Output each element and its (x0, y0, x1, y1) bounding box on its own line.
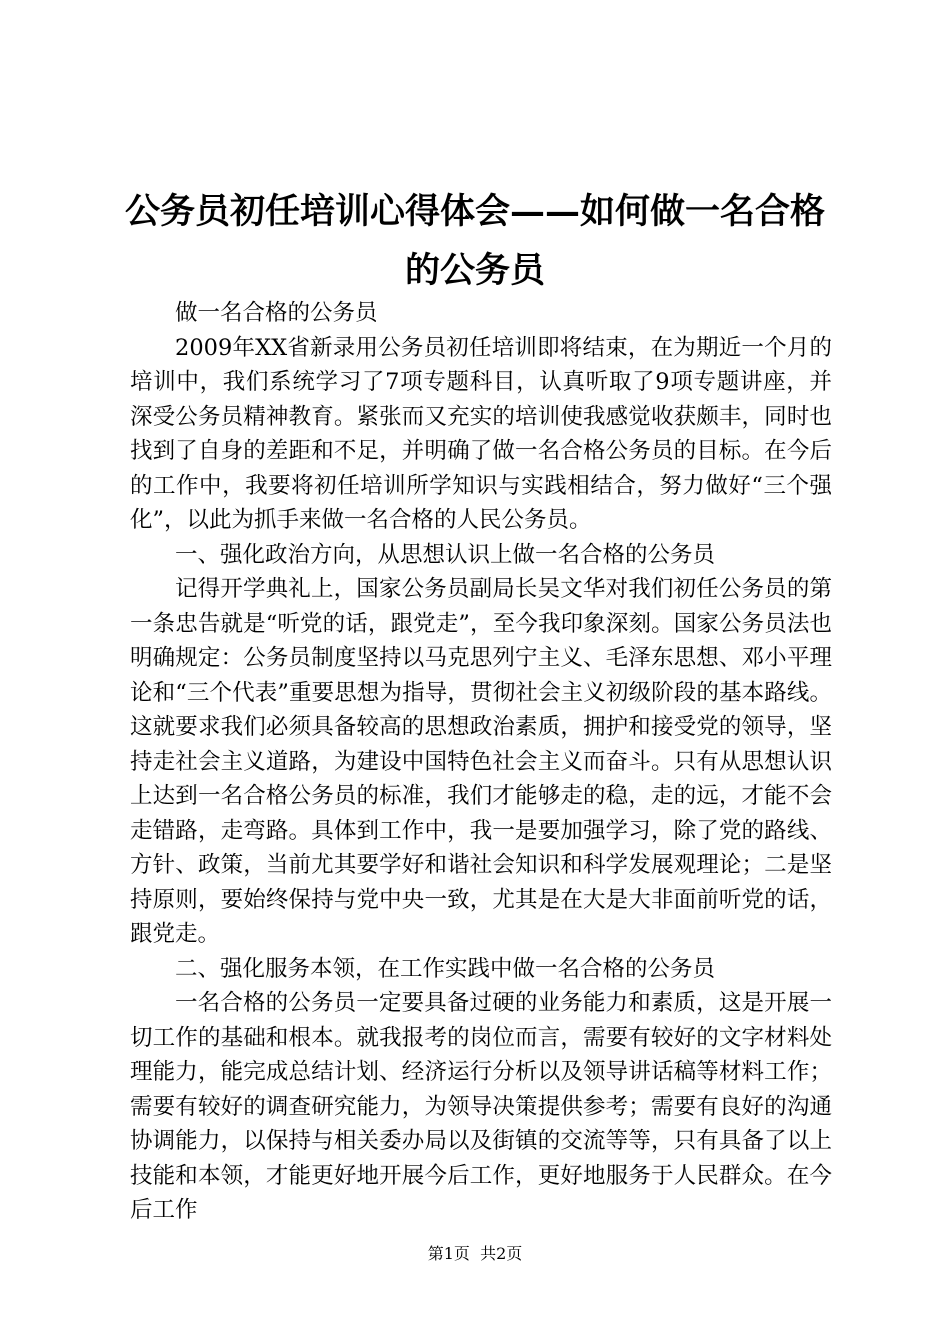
paragraph-intro: 2009年XX省新录用公务员初任培训即将结束，在为期近一个月的培训中，我们系统学习了7项专题科目，认真听取了9项专题讲座，并深受公务员精神教育。紧张而又充实的培训使我感觉收获颇丰，同时也找到了自身的差距和不足，并明确了做一名合格公务员的目标。在今后的工作中，我要将初任培训所学知识与实践相结合，努力做好“三个强化”，以此为抓手来做一名合格的人民公务员。 (130, 334, 832, 533)
section-heading-1: 一、强化政治方向，从思想认识上做一名合格的公务员 (175, 541, 716, 568)
section-heading-2: 二、强化服务本领，在工作实践中做一名合格的公务员 (175, 955, 716, 982)
footer-separator (470, 1244, 480, 1263)
paragraph-heading: 做一名合格的公务员 (175, 300, 378, 326)
paragraph-section-1: 记得开学典礼上，国家公务员副局长吴文华对我们初任公务员的第一条忠告就是“听党的话，跟党走”，至今我印象深刻。国家公务员法也明确规定：公务员制度坚持以马克思列宁主义、毛泽东思想、邓小平理论和“三个代表”重要思想为指导，贯彻社会主义初级阶段的基本路线。这就要求我们必须具备较高的思想政治素质，拥护和接受党的领导，坚持走社会主义道路，为建设中国特色社会主义而奋斗。只有从思想认识上达到一名合格公务员的标准，我们才能够走的稳，走的远，才能不会走错路，走弯路。具体到工作中，我一是要加强学习，除了党的路线、方针、政策，当前尤其要学好和谐社会知识和科学发展观理论；二是坚持原则，要始终保持与党中央一致，尤其是在大是大非面前听党的话，跟党走。 (130, 576, 832, 947)
page-total: 共2页 (480, 1244, 523, 1263)
document-title: 公务员初任培训心得体会——如何做一名合格的公务员 (124, 191, 825, 291)
page-number: 第1页 (427, 1244, 470, 1263)
page-footer (0, 1244, 950, 1264)
paragraph-section-2: 一名合格的公务员一定要具备过硬的业务能力和素质，这是开展一切工作的基础和根本。就我报考的岗位而言，需要有较好的文字材料处理能力，能完成总结计划、经济运行分析以及领导讲话稿等材料工作；需要有较好的调查研究能力，为领导决策提供参考；需要有良好的沟通协调能力，以保持与相关委办局以及街镇的交流等等，只有具备了以上技能和本领，才能更好地开展今后工作，更好地服务于人民群众。在今后工作 (130, 990, 832, 1223)
document-body (130, 296, 832, 1228)
